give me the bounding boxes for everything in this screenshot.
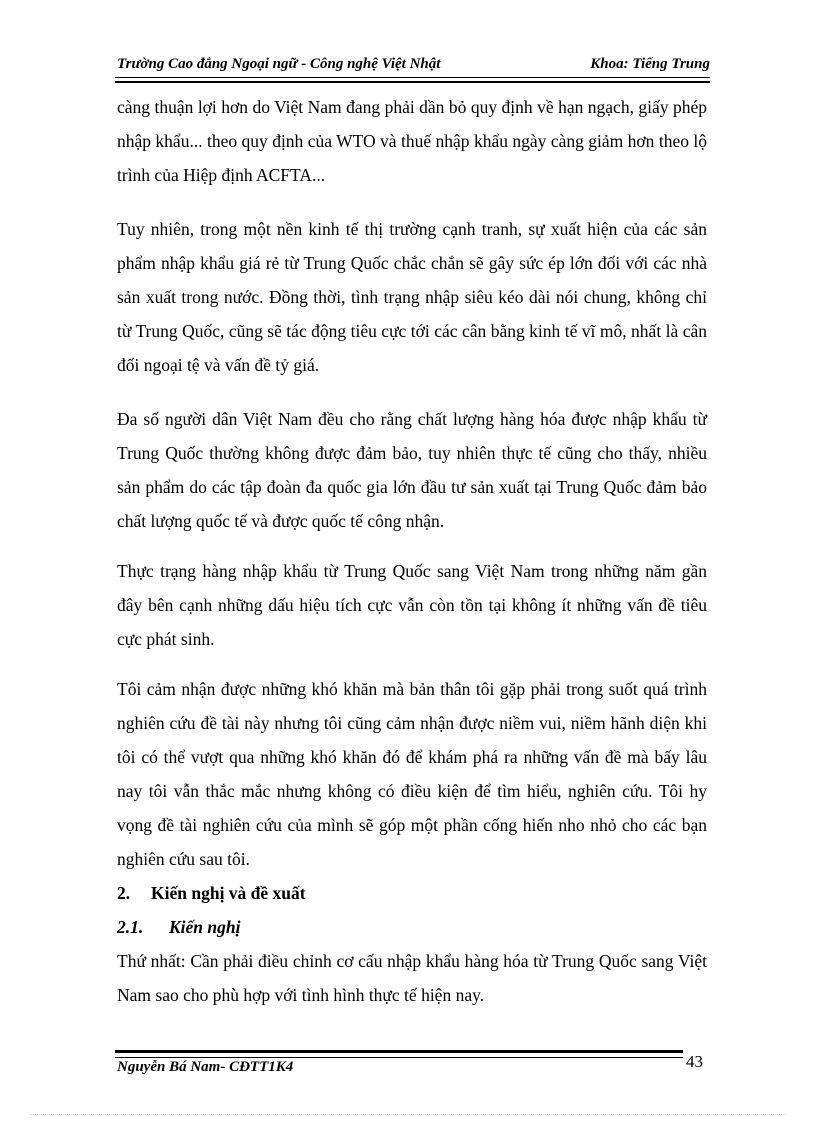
footer-author: Nguyễn Bá Nam- CĐTT1K4 [117,1059,294,1075]
paragraph-2: Tuy nhiên, trong một nền kinh tế thị trường cạnh tranh, sự xuất hiện của các sản phẩm nhập khẩu giá rẻ từ Trung Quốc chắc chắn sẽ gây sức ép lớn đối với các nhà sản xuất trong nước. Đồng thời, tình trạng nhập siêu kéo dài nói chung, không chỉ từ Trung Quốc, cũng sẽ tác động tiêu cực tới các cân bằng kinh tế vĩ mô, nhất là cân đối ngoại tệ và vấn đề tỷ giá. [117,219,707,375]
header-rule [115,77,710,83]
page-edge-divider [30,1114,786,1116]
header-school-name: Trường Cao đẳng Ngoại ngữ - Công nghệ Việt Nhật [117,56,441,72]
paragraph-6: Thứ nhất: Cần phải điều chỉnh cơ cấu nhập khẩu hàng hóa từ Trung Quốc sang Việt Nam sao cho phù hợp với tình hình thực tế hiện nay. [117,951,707,1005]
subsection-heading [117,910,707,944]
section-heading [117,876,707,910]
header-faculty: Khoa: Tiếng Trung [590,56,710,72]
subsection-number: 2.1. [117,917,144,937]
page-number: 43 [686,1052,703,1071]
paragraph-1: càng thuận lợi hơn do Việt Nam đang phải dần bỏ quy định về hạn ngạch, giấy phép nhập khẩu... theo quy định của WTO và thuế nhập khẩu ngày càng giảm hơn theo lộ trình của Hiệp định ACFTA... [117,97,707,185]
page-header [117,56,710,76]
footer-rule [115,1050,683,1058]
paragraph-5: Tôi cảm nhận được những khó khăn mà bản thân tôi gặp phải trong suốt quá trình nghiên cứu đề tài này nhưng tôi cũng cảm nhận được niềm vui, niềm hãnh diện khi tôi có thể vượt qua những khó khăn đó để khám phá ra những vấn đề mà bấy lâu nay tôi vẫn thắc mắc nhưng không có điều kiện để tìm hiểu, nghiên cứu. Tôi hy vọng đề tài nghiên cứu của mình sẽ góp một phần cống hiến nho nhỏ cho các bạn nghiên cứu sau tôi. [117,679,707,869]
paragraph-4: Thực trạng hàng nhập khẩu từ Trung Quốc sang Việt Nam trong những năm gần đây bên cạnh những dấu hiệu tích cực vẫn còn tồn tại không ít những vấn đề tiêu cực phát sinh. [117,561,707,649]
section-title: Kiến nghị và đề xuất [151,883,306,903]
subsection-title: Kiến nghị [169,917,241,937]
section-number: 2. [117,883,131,903]
paragraph-3: Đa số người dân Việt Nam đều cho rằng chất lượng hàng hóa được nhập khẩu từ Trung Quốc thường không được đảm bảo, tuy nhiên thực tế cũng cho thấy, nhiều sản phẩm do các tập đoàn đa quốc gia lớn đầu tư sản xuất tại Trung Quốc đảm bảo chất lượng quốc tế và được quốc tế công nhận. [117,409,707,531]
document-body [117,90,707,1012]
